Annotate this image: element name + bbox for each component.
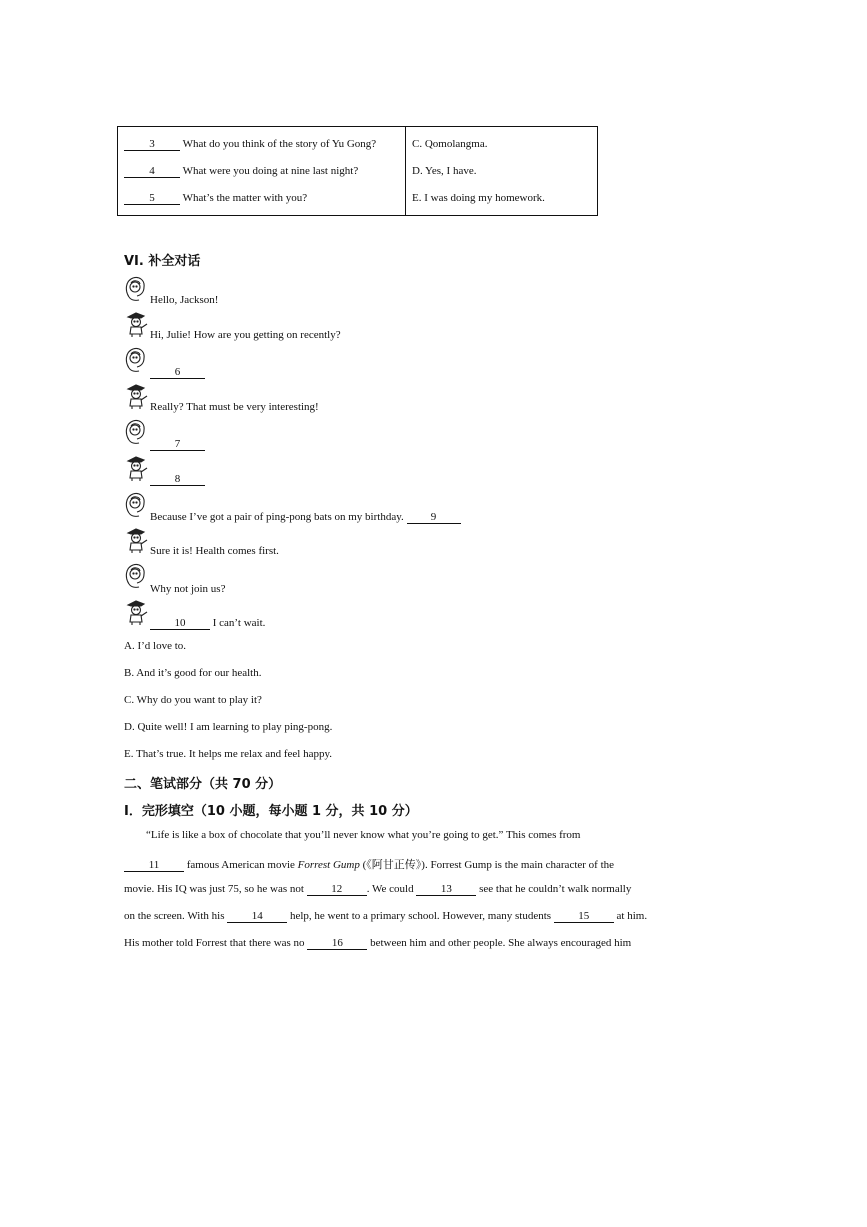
blank-16[interactable]: 16 xyxy=(307,937,367,950)
table-row-4-question xyxy=(124,165,358,178)
cloze-title: Ⅰ．完形填空（10 小题，每小题 1 分，共 10 分） xyxy=(124,804,418,819)
cloze-text: movie. His IQ was just 75, so he was not xyxy=(124,883,304,895)
boy-avatar-icon xyxy=(123,454,149,482)
table-row-4-answer: D. Yes, I have. xyxy=(412,165,477,177)
option-d: D. Quite well! I am learning to play ping-pong. xyxy=(124,721,333,733)
table-divider xyxy=(405,127,406,215)
cloze-line-3 xyxy=(124,883,631,896)
cloze-text: between him and other people. She always encouraged him xyxy=(370,937,632,949)
blank-15[interactable]: 15 xyxy=(554,910,614,923)
dialogue-line-8: Sure it is! Health comes first. xyxy=(150,545,279,557)
blank-4[interactable]: 4 xyxy=(124,165,180,178)
dialogue-line-6 xyxy=(150,473,205,486)
dialogue-text: Because I’ve got a pair of ping-pong bats on my birthday. xyxy=(150,511,404,523)
blank-10[interactable]: 10 xyxy=(150,617,210,630)
boy-avatar-icon xyxy=(123,526,149,554)
question-text: What were you doing at nine last night? xyxy=(182,165,359,177)
girl-avatar-icon xyxy=(123,346,149,374)
girl-avatar-icon xyxy=(123,418,149,446)
blank-8[interactable]: 8 xyxy=(150,473,205,486)
cloze-text: see that he couldn’t walk normally xyxy=(479,883,632,895)
section-6-title: VI. 补全对话 xyxy=(124,254,201,269)
option-a: A. I’d love to. xyxy=(124,640,187,652)
cloze-line-4 xyxy=(124,910,647,923)
table-row-3-question xyxy=(124,138,376,151)
dialogue-line-10 xyxy=(150,617,265,630)
blank-9[interactable]: 9 xyxy=(407,511,461,524)
question-text: What do you think of the story of Yu Gong? xyxy=(182,138,377,150)
dialogue-line-4: Really? That must be very interesting! xyxy=(150,401,319,413)
option-b: B. And it’s good for our health. xyxy=(124,667,262,679)
matching-table xyxy=(117,126,598,216)
girl-avatar-icon xyxy=(123,275,149,303)
blank-5[interactable]: 5 xyxy=(124,192,180,205)
blank-11[interactable]: 11 xyxy=(124,859,184,872)
cloze-text: at him. xyxy=(616,910,648,922)
boy-avatar-icon xyxy=(123,310,149,338)
dialogue-line-9: Why not join us? xyxy=(150,583,226,595)
dialogue-line-5 xyxy=(150,438,205,451)
blank-3[interactable]: 3 xyxy=(124,138,180,151)
dialogue-line-3 xyxy=(150,366,205,379)
blank-7[interactable]: 7 xyxy=(150,438,205,451)
cloze-line-2 xyxy=(124,856,614,872)
cloze-text: (《阿甘正传》). Forrest Gump is the main character of the xyxy=(362,859,615,871)
cloze-text: on the screen. With his xyxy=(124,910,225,922)
option-e: E. That’s true. It helps me relax and feel happy. xyxy=(124,748,333,760)
dialogue-line-7 xyxy=(150,511,461,524)
boy-avatar-icon xyxy=(123,382,149,410)
dialogue-line-2: Hi, Julie! How are you getting on recently? xyxy=(150,329,341,341)
dialogue-line-1: Hello, Jackson! xyxy=(150,294,219,306)
table-row-3-answer: C. Qomolangma. xyxy=(412,138,488,150)
cloze-line-5 xyxy=(124,937,631,950)
cloze-text: His mother told Forrest that there was no xyxy=(124,937,305,949)
option-c: C. Why do you want to play it? xyxy=(124,694,262,706)
dialogue-text: I can’t wait. xyxy=(212,617,266,629)
cloze-line-1: “Life is like a box of chocolate that you’ll never know what you’re going to get.” This comes from xyxy=(146,829,581,841)
table-row-5-question xyxy=(124,192,307,205)
movie-title: Forrest Gump xyxy=(297,859,360,871)
girl-avatar-icon xyxy=(123,562,149,590)
girl-avatar-icon xyxy=(123,491,149,519)
cloze-text: help, he went to a primary school. However, many students xyxy=(289,910,552,922)
blank-13[interactable]: 13 xyxy=(416,883,476,896)
blank-6[interactable]: 6 xyxy=(150,366,205,379)
table-row-5-answer: E. I was doing my homework. xyxy=(412,192,545,204)
cloze-text: . We could xyxy=(366,883,414,895)
blank-12[interactable]: 12 xyxy=(307,883,367,896)
cloze-text: famous American movie xyxy=(186,859,295,871)
part-2-title: 二、笔试部分（共 70 分） xyxy=(124,777,282,792)
blank-14[interactable]: 14 xyxy=(227,910,287,923)
boy-avatar-icon xyxy=(123,598,149,626)
question-text: What’s the matter with you? xyxy=(182,192,308,204)
